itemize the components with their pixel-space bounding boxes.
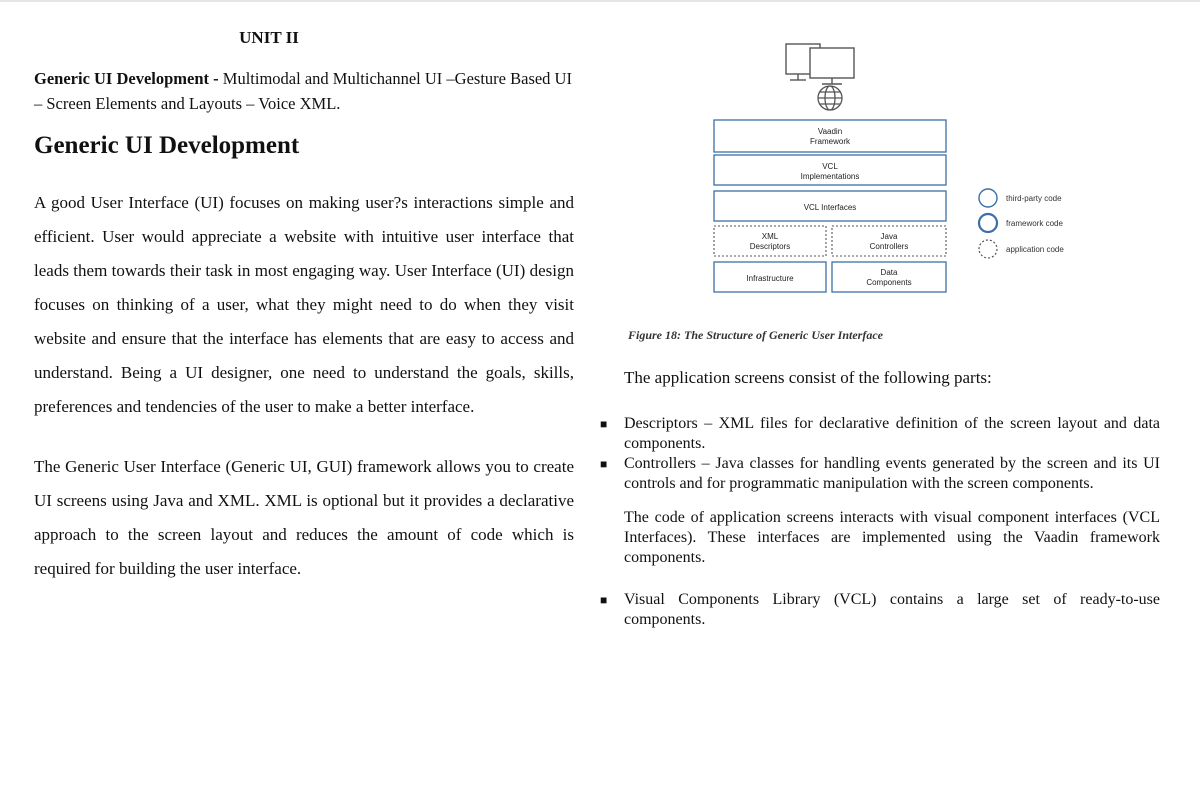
gui-structure-diagram bbox=[600, 30, 1160, 320]
unit-title: UNIT II bbox=[239, 28, 299, 47]
legend-third-party: third-party code bbox=[1006, 194, 1062, 203]
label-controllers: Controllers bbox=[869, 242, 909, 251]
label-vcl: VCL bbox=[822, 162, 838, 171]
bullet-icon: ■ bbox=[600, 593, 608, 607]
bullet-controllers: Controllers – Java classes for handling events generated by the screen and its UI controls and for programmatic manipulation with the screen components. bbox=[624, 455, 1160, 492]
label-descriptors: Descriptors bbox=[749, 242, 791, 251]
list-item bbox=[600, 414, 1160, 454]
list-item bbox=[600, 454, 1160, 494]
list-item bbox=[600, 590, 1160, 630]
label-framework: Framework bbox=[809, 137, 851, 146]
box-java-controllers bbox=[832, 226, 946, 256]
label-java: Java bbox=[880, 232, 898, 241]
bullet-icon: ■ bbox=[600, 417, 608, 431]
bullet-icon: ■ bbox=[600, 457, 608, 471]
bullet-vcl: Visual Components Library (VCL) contains a large set of ready-to-use components. bbox=[624, 591, 1160, 628]
legend-swatch-third-party bbox=[979, 189, 997, 207]
bullet-descriptors: Descriptors – XML files for declarative definition of the screen layout and data components. bbox=[624, 415, 1160, 452]
legend-swatch-application bbox=[979, 240, 997, 258]
box-vaadin-framework bbox=[714, 120, 946, 152]
label-vaadin: Vaadin bbox=[817, 127, 843, 136]
label-infrastructure: Infrastructure bbox=[746, 274, 794, 283]
label-components: Components bbox=[866, 278, 912, 287]
gui-framework-paragraph: The Generic User Interface (Generic UI, GUI) framework allows you to create UI screens using Java and XML. XML is optional but it provides a declarative approach to the screen layout and reduces the amount of code which is required for building the user interface. bbox=[34, 457, 574, 578]
unit-topics bbox=[34, 66, 574, 116]
intro-paragraph: A good User Interface (UI) focuses on making user?s interactions simple and efficient. User would appreciate a website with intuitive user interface that leads them towards their task in most engaging way. User Interface (UI) design focuses on thinking of a user, what they might need to do when they visit website and ensure that the interface has elements that are easy to access and understand. Being a UI designer, one need to understand the goals, skills, preferences and tendencies of the user to make a better interface. bbox=[34, 193, 574, 416]
legend-application: application code bbox=[1006, 245, 1064, 254]
topics-list: Multimodal and Multichannel UI –Gesture Based UI – Screen Elements and Layouts – Voice XML. bbox=[34, 69, 572, 113]
box-data-components bbox=[832, 262, 946, 292]
label-xml: XML bbox=[761, 232, 779, 241]
figure-caption: Figure 18: The Structure of Generic User Interface bbox=[628, 328, 883, 342]
screens-intro: The application screens consist of the following parts: bbox=[624, 368, 992, 387]
label-data: Data bbox=[880, 268, 898, 277]
left-column bbox=[34, 20, 574, 586]
topics-bold: Generic UI Development - bbox=[34, 69, 223, 88]
parts-list bbox=[600, 414, 1160, 630]
monitor-icon bbox=[786, 44, 854, 84]
label-vcl-interfaces: VCL Interfaces bbox=[803, 203, 857, 212]
globe-icon bbox=[818, 86, 842, 110]
box-xml-descriptors bbox=[714, 226, 826, 256]
page-top-border bbox=[0, 0, 1200, 2]
legend-swatch-framework bbox=[979, 214, 997, 232]
legend-framework: framework code bbox=[1006, 219, 1063, 228]
diagram-legend bbox=[979, 189, 1064, 258]
section-heading: Generic UI Development bbox=[34, 132, 300, 159]
label-implementations: Implementations bbox=[800, 172, 860, 181]
vcl-interfaces-paragraph: The code of application screens interacts with visual component interfaces (VCL Interfaces). These interfaces are implemented using the Vaadin framework components. bbox=[624, 509, 1160, 566]
